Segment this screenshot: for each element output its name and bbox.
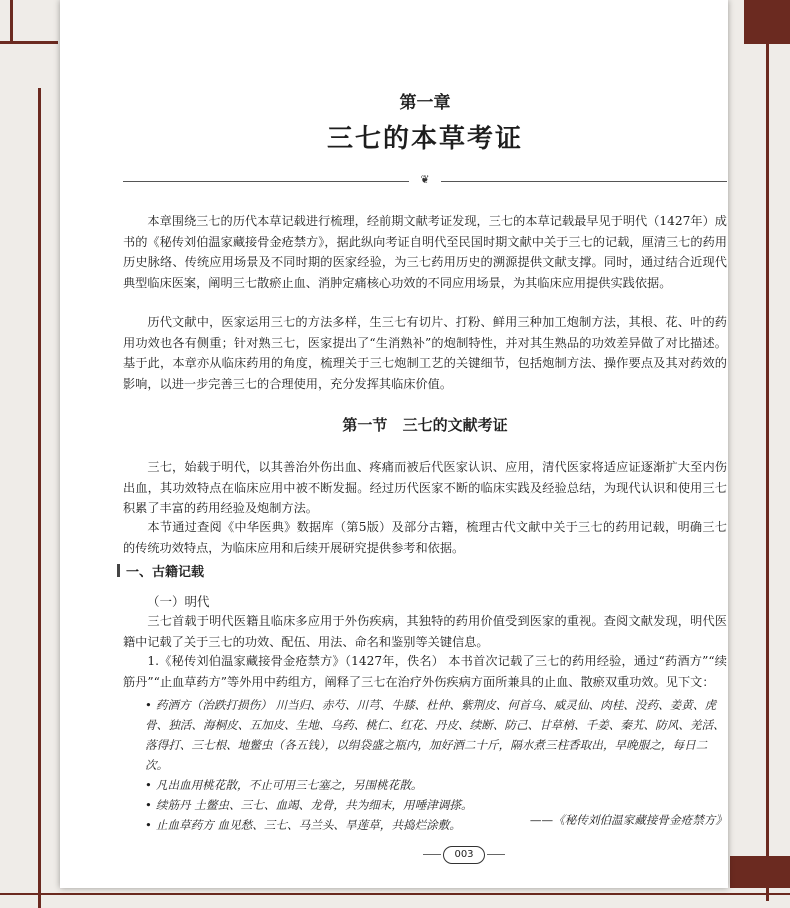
source-citation: ——《秘传刘伯温家藏接骨金疮禁方》 xyxy=(529,813,727,827)
title-rule-right xyxy=(441,181,727,182)
frame-line-right-vertical xyxy=(766,0,769,901)
page xyxy=(60,0,728,888)
frame-line-top-left xyxy=(0,41,58,44)
bullet-icon: • xyxy=(145,698,152,712)
frame-line-bottom xyxy=(0,893,790,895)
ming-paragraph: 三七首载于明代医籍且临床多应用于外伤疾病，其独特的药用价值受到医家的重视。查阅文献发现，明代医籍中记载了关于三七的功效、配伍、用法、命名和鉴别等关键信息。 xyxy=(123,614,727,649)
chapter-number: 第一章 xyxy=(399,93,451,113)
page-number-rule-right xyxy=(487,854,505,855)
page-number: 003 xyxy=(443,846,485,864)
recipe-item xyxy=(145,775,727,795)
bullet-icon: • xyxy=(145,778,152,792)
chapter-title: 三七的本草考证 xyxy=(326,124,523,154)
section-title: 第一节 三七的文献考证 xyxy=(342,416,508,434)
section-paragraph-2: 本节通过查阅《中华医典》数据库（第5版）及部分古籍，梳理古代文献中关于三七的药用记载，明确三七的传统功效特点，为临床应用和后续开展研究提供参考和依据。 xyxy=(123,520,727,555)
intro-paragraph-1: 本章围绕三七的历代本草记载进行梳理，经前期文献考证发现，三七的本草记载最早见于明代（1427年）成书的《秘传刘伯温家藏接骨金疮禁方》，据此纵向考证自明代至民国时期文献中关于三七的记载，厘清三七的药用历史脉络、传统应用场景及不同时期的医家经验，为三七药用历史的溯源提供文献支撑。同时，通过结合近现代典型临床医案，阐明三七散瘀止血、消肿定痛核心功效的不同应用场景，为其临床应用提供实践依据。 xyxy=(123,214,727,290)
subsection-heading xyxy=(117,561,204,580)
frame-line-left-short xyxy=(10,0,13,44)
bullet-icon: • xyxy=(145,818,152,832)
recipe-text: 续筋丹 土鳖虫、三七、血竭、龙骨，共为细末，用唾津调搽。 xyxy=(155,798,473,812)
intro-paragraph-2: 历代文献中，医家运用三七的方法多样，生三七有切片、打粉、鲜用三种加工炮制方法，其根、花、叶的药用功效也各有侧重；针对熟三七，医家提出了“生消熟补”的炮制特性，并对其生熟品的功效差异做了对比描述。基于此，本章亦从临床药用的角度，梳理关于三七炮制工艺的关键细节，包括炮制方法、操作要点及其对药效的影响，以进一步完善三七的合理使用，充分发挥其临床价值。 xyxy=(123,315,727,391)
frame-block-bottom-right xyxy=(730,856,790,888)
title-rule-left xyxy=(123,181,409,182)
recipe-text: 凡出血用桃花散，不止可用三七塞之，另围桃花散。 xyxy=(155,778,423,792)
recipe-text: 止血草药方 血见愁、三七、马兰头、旱莲草，共捣烂涂敷。 xyxy=(155,818,461,832)
bullet-icon: • xyxy=(145,798,152,812)
subsection-heading-text: 一、古籍记载 xyxy=(126,565,205,580)
rule-ornament-icon: ❦ xyxy=(420,173,430,186)
recipe-text: 药酒方（治跌打损伤） 川当归、赤芍、川芎、牛膝、杜仲、紫荆皮、何首乌、威灵仙、肉桂、没药、姜黄、虎骨、独活、海桐皮、五加皮、生地、乌药、桃仁、红花、丹皮、续断、防己、甘草梢、千姜、秦艽、防风、羌活、落得打、三七根、地鳖虫（各五钱），以绢袋盛之瓶内，加好酒二十斤，隔水煮三柱香取出，早晚服之，每日二次。 xyxy=(145,698,725,772)
book-entry-1: 1.《秘传刘伯温家藏接骨金疮禁方》（1427年，佚名） 本书首次记载了三七的药用经验，通过“药酒方”“续筋丹”“止血草药方”等外用中药组方，阐释了三七在治疗外伤疾病方面所兼具的止血、散瘀双重功效。见下文： xyxy=(123,654,727,689)
page-number-rule-left xyxy=(423,854,441,855)
frame-line-left-vertical xyxy=(38,88,41,908)
era-heading: （一）明代 xyxy=(147,594,210,609)
section-paragraph-1: 三七，始载于明代，以其善治外伤出血、疼痛而被后代医家认识、应用，清代医家将适应证逐渐扩大至内伤出血，其功效特点在临床应用中被不断发掘。经过历代医家不断的临床实践及经验总结，为现代认识和使用三七积累了丰富的药用经验及炮制方法。 xyxy=(123,460,727,515)
recipe-item xyxy=(145,695,727,775)
heading-marker xyxy=(117,564,120,577)
